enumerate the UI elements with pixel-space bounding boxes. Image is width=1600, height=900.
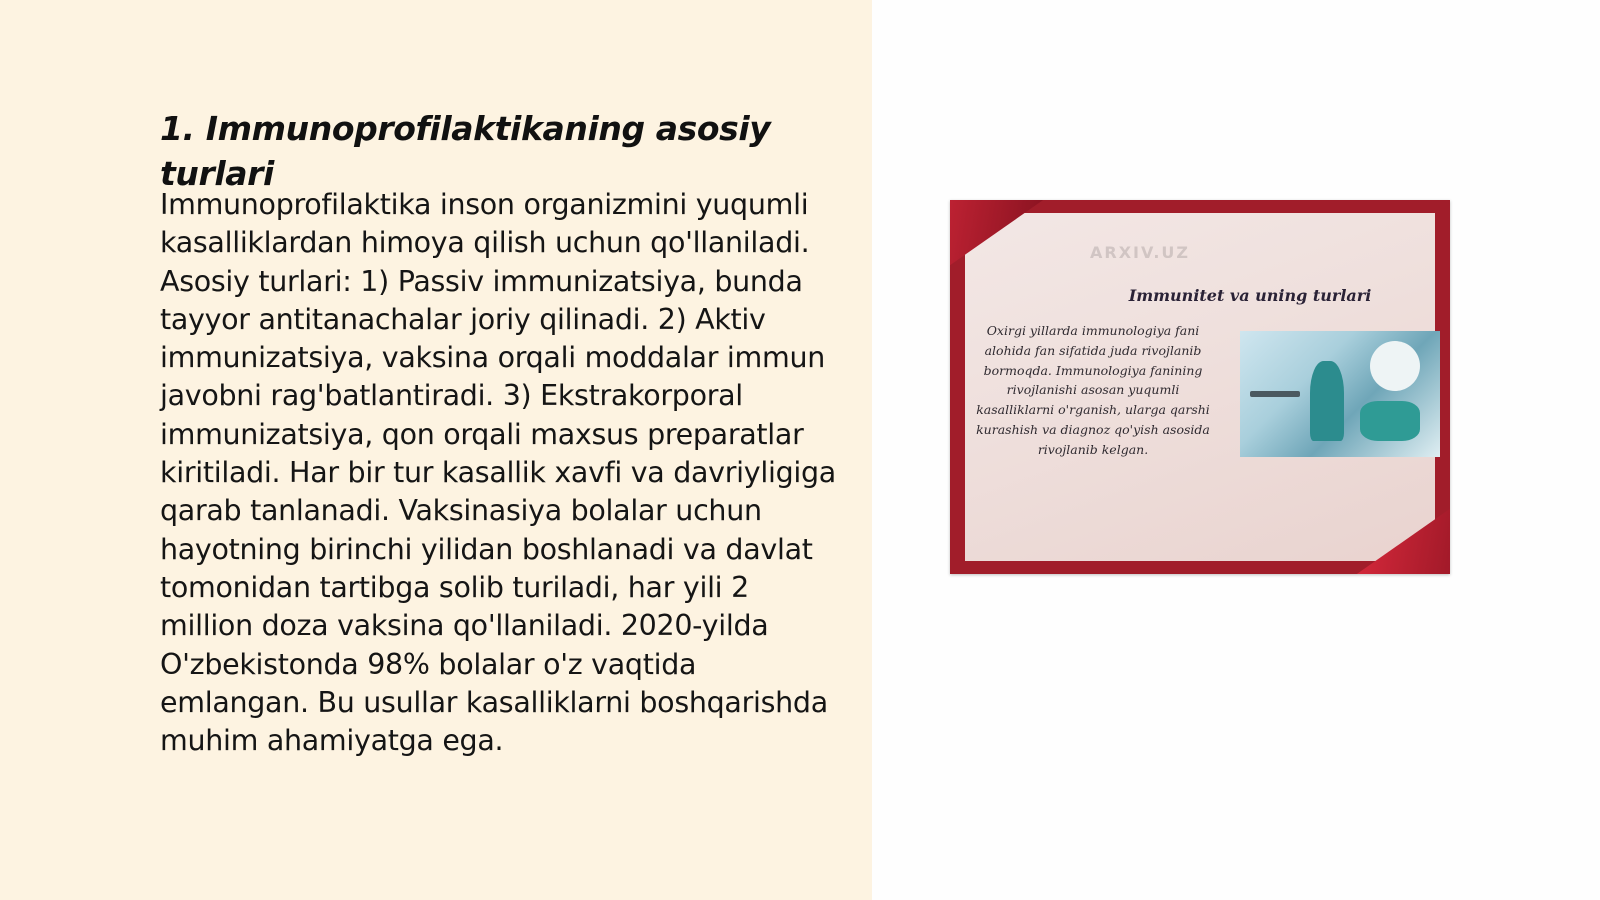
lab-equipment-shape: [1250, 391, 1300, 397]
embedded-slide-image: [950, 200, 1450, 574]
watermark-text: ARXIV.UZ: [1090, 243, 1190, 262]
slide-title: 1. Immunoprofilaktikaning asosiy turlari: [160, 109, 771, 193]
lab-worker-body-shape: [1360, 401, 1420, 441]
thumbnail-background: [965, 213, 1435, 561]
lab-worker-head-shape: [1370, 341, 1420, 391]
thumbnail-text: Oxirgi yillarda immunologiya fani alohida fan sifatida juda rivojlanib bormoqda. Immunologiya fanining rivojlanishi asosan yuqumli kasalliklarni o'rganish, ularga qarshi kurashish va diagnoz qo'yish asosida rivojlanib kelgan.: [976, 323, 1210, 457]
laboratory-photo: [1240, 331, 1440, 457]
lab-worker-shape: [1310, 361, 1344, 441]
thumbnail-title: Immunitet va uning turlari: [1128, 286, 1372, 305]
slide-body-text: Immunoprofilaktika inson organizmini yuqumli kasalliklardan himoya qilish uchun qo'llaniladi. Asosiy turlari: 1) Passiv immunizatsiya, bunda tayyor antitanachalar joriy qilinadi. 2) Aktiv immunizatsiya, vaksina orqali moddalar immun javobni rag'batlantiradi. 3) Ekstrakorporal immunizatsiya, qon orqali maxsus preparatlar kiritiladi. Har bir tur kasallik xavfi va davriyligiga qarab tanlanadi. Vaksinasiya bolalar uchun hayotning birinchi yilidan boshlanadi va davlat tomonidan tartibga solib turiladi, har yili 2 million doza vaksina qo'llaniladi. 2020-yilda O'zbekistonda 98% bolalar o'z vaqtida emlangan. Bu usullar kasalliklarni boshqarishda muhim ahamiyatga ega.: [160, 188, 836, 758]
